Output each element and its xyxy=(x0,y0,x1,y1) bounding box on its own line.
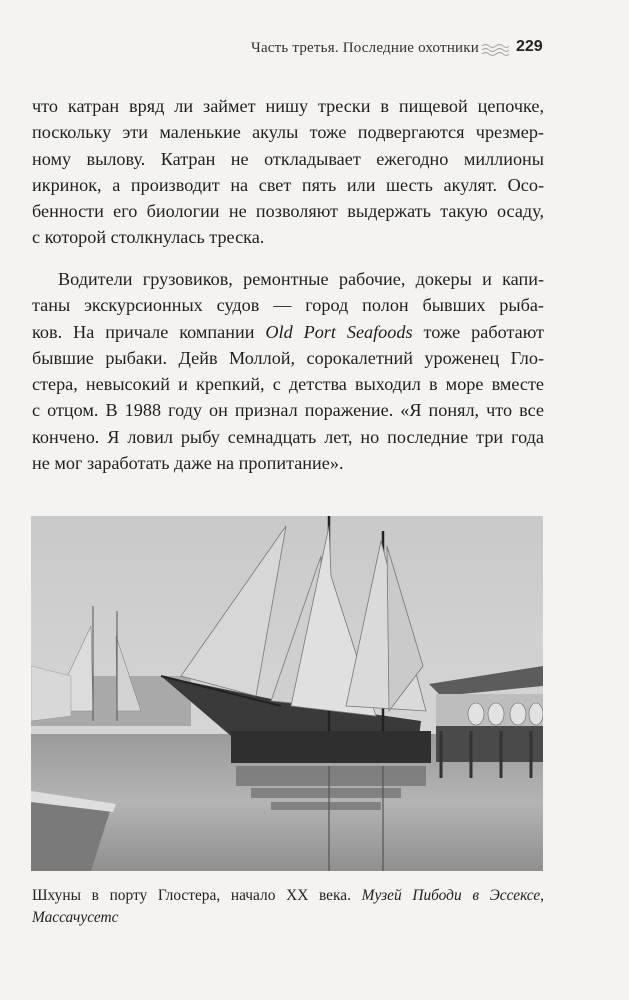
harbor-illustration xyxy=(31,516,543,871)
text-line: с которой столкнулась треска. xyxy=(32,227,265,248)
chapter-title: Часть третья. Последние охотники xyxy=(251,40,479,56)
text-line: кончено. Я ловил рыбу семнадцать лет, но последние три года xyxy=(32,426,544,447)
caption-line xyxy=(32,885,544,907)
text-line: с отцом. В 1988 году он признал поражение. «Я понял, что все xyxy=(32,400,544,421)
company-name: Old Port Seafoods xyxy=(265,321,413,342)
text-line: бенности его биологии не позволяют выдержать такую осаду, xyxy=(32,201,544,222)
text-line: поскольку эти маленькие акулы тоже подвергаются чрезмер- xyxy=(32,122,544,143)
text-segment: ков. На причале компании xyxy=(32,321,266,342)
text-line: бывшие рыбаки. Дейв Моллой, сорокалетний уроженец Гло- xyxy=(32,347,544,368)
caption-source: Музей Пибоди в Эссексе, xyxy=(361,887,545,904)
schooners-photo xyxy=(31,516,543,871)
text-line: что катран вряд ли займет нишу трески в пищевой цепочке, xyxy=(32,96,544,116)
running-header xyxy=(0,38,629,62)
caption-line xyxy=(32,907,544,929)
text-line: не мог заработать даже на пропитание». xyxy=(32,453,344,474)
text-segment: тоже работают xyxy=(412,321,544,342)
wave-ornament-icon xyxy=(481,43,509,57)
page-number: 229 xyxy=(516,38,543,55)
paragraph-1 xyxy=(32,93,544,251)
text-line: стера, невысокий и крепкий, с детства выходил в море вместе xyxy=(32,374,544,395)
paragraph-2 xyxy=(32,266,544,476)
text-line: ному вылову. Катран не откладывает ежегодно миллионы xyxy=(32,148,544,169)
text-line: Водители грузовиков, ремонтные рабочие, докеры и капи- xyxy=(58,269,544,289)
photo-caption xyxy=(32,885,544,929)
text-line: икринок, а производит на свет пять или шесть акулят. Осо- xyxy=(32,174,544,195)
caption-text: Шхуны в порту Глостера, начало XX века. xyxy=(32,887,351,904)
text-line: таны экскурсионных судов — город полон бывших рыба- xyxy=(32,295,544,316)
text-line-with-italic xyxy=(32,319,544,345)
caption-source-cont: Массачусетс xyxy=(32,909,119,926)
